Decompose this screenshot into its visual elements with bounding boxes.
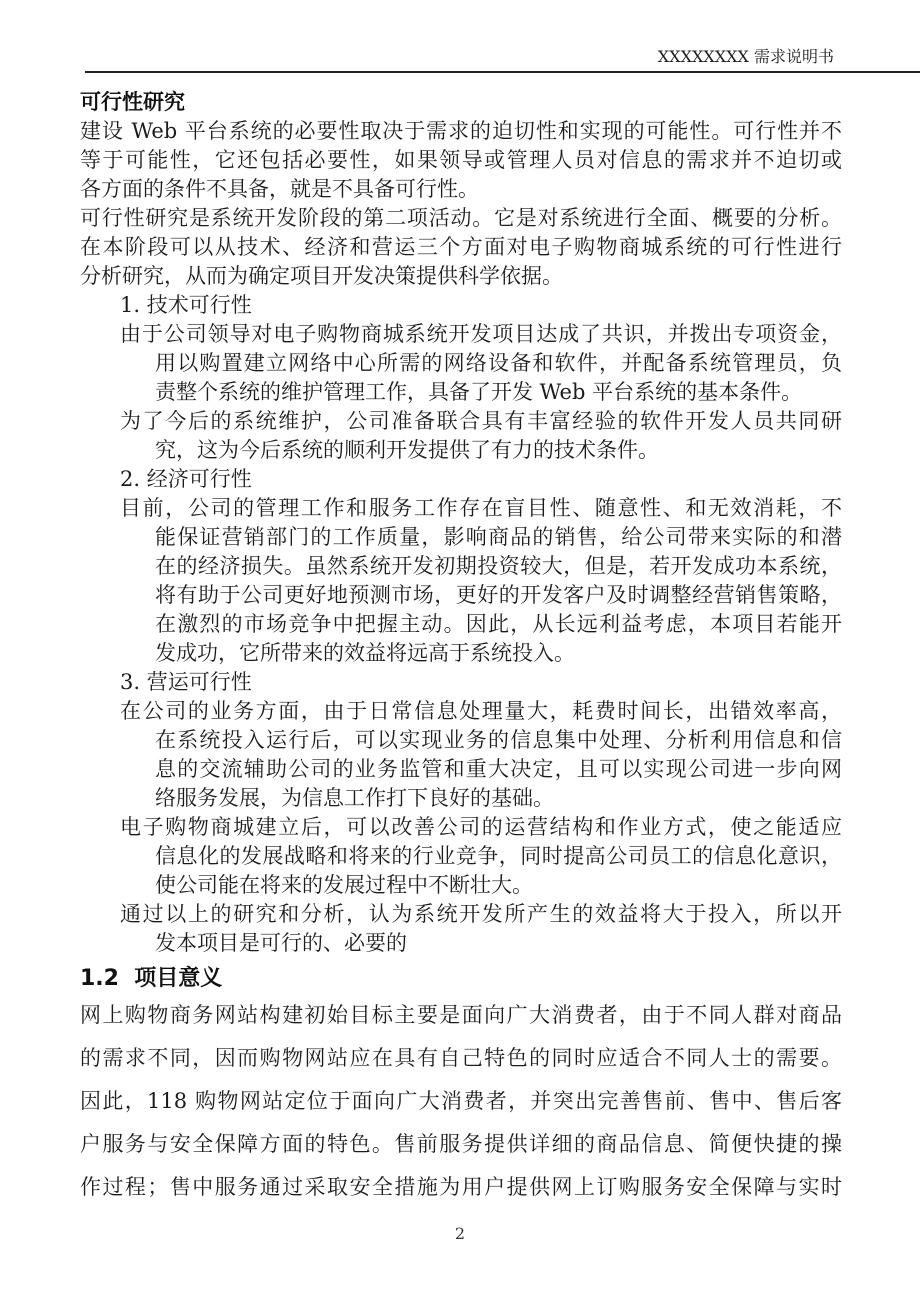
- text-line: 分析研究，从而为确定项目开发决策提供科学依据。: [80, 264, 563, 288]
- section-project-significance: [80, 964, 842, 1209]
- page-header: [85, 44, 920, 73]
- text-line: 能保证营销部门的工作质量，影响商品的销售，给公司带来实际的和潜: [155, 525, 842, 549]
- text-line: 在系统投入运行后，可以实现业务的信息集中处理、分析利用信息和信: [155, 728, 842, 752]
- text-line: 作过程；售中服务通过采取安全措施为用户提供网上订购服务安全保障与实时: [80, 1175, 842, 1199]
- text-line: 2. 经济可行性: [120, 467, 252, 491]
- text-line: 目前，公司的管理工作和服务工作存在盲目性、随意性、和无效消耗，不: [120, 496, 842, 520]
- section-feasibility-text: [80, 117, 842, 958]
- page-footer: [0, 1224, 920, 1243]
- text-line: 电子购物商城建立后，可以改善公司的运营结构和作业方式，使之能适应: [120, 815, 842, 839]
- page-body: [80, 88, 842, 1209]
- text-line: 在的经济损失。虽然系统开发初期投资较大，但是，若开发成功本系统，: [155, 554, 842, 578]
- text-line: 将有助于公司更好地预测市场，更好的开发客户及时调整经营销售策略，: [155, 583, 842, 607]
- text-line: 因此，118 购物网站定位于面向广大消费者，并突出完善售前、售中、售后客: [80, 1089, 842, 1113]
- text-line: 由于公司领导对电子购物商城系统开发项目达成了共识，并拨出专项资金，: [120, 322, 842, 346]
- text-line: 在本阶段可以从技术、经济和营运三个方面对电子购物商城系统的可行性进行: [80, 235, 842, 259]
- text-line: 的需求不同，因而购物网站应在具有自己特色的同时应适合不同人士的需要。: [80, 1046, 842, 1070]
- text-line: 用以购置建立网络中心所需的网络设备和软件，并配备系统管理员，负: [155, 351, 842, 375]
- text-line: 可行性研究是系统开发阶段的第二项活动。它是对系统进行全面、概要的分析。: [80, 206, 842, 230]
- text-line: 信息化的发展战略和将来的行业竞争，同时提高公司员工的信息化意识，: [155, 844, 842, 868]
- text-line: 等于可能性，它还包括必要性，如果领导或管理人员对信息的需求并不迫切或: [80, 148, 842, 172]
- text-line: 息的交流辅助公司的业务监管和重大决定，且可以实现公司进一步向网: [155, 757, 842, 781]
- text-line: 究，这为今后系统的顺利开发提供了有力的技术条件。: [155, 438, 659, 462]
- page-number: 2: [454, 1224, 466, 1243]
- text-line: 户服务与安全保障方面的特色。售前服务提供详细的商品信息、简便快捷的操: [80, 1132, 842, 1156]
- text-line: 网上购物商务网站构建初始目标主要是面向广大消费者，由于不同人群对商品: [80, 1003, 842, 1027]
- text-line: 1. 技术可行性: [120, 293, 252, 317]
- text-line: 在激烈的市场竞争中把握主动。因此，从长远利益考虑，本项目若能开: [155, 612, 842, 636]
- text-line: 建设 Web 平台系统的必要性取决于需求的迫切性和实现的可能性。可行性并不: [80, 119, 842, 143]
- section-project-significance-text: [80, 994, 842, 1209]
- text-line: 为了今后的系统维护，公司准备联合具有丰富经验的软件开发人员共同研: [120, 409, 842, 433]
- text-line: 发成功，它所带来的效益将远高于系统投入。: [155, 641, 575, 665]
- section-heading-project-significance: 1.2 项目意义: [80, 966, 223, 991]
- header-title: XXXXXXXX 需求说明书: [657, 47, 834, 66]
- section-heading-feasibility: 可行性研究: [80, 90, 185, 114]
- section-feasibility: [80, 88, 842, 958]
- text-line: 责整个系统的维护管理工作，具备了开发 Web 平台系统的基本条件。: [155, 380, 803, 404]
- text-line: 络服务发展，为信息工作打下良好的基础。: [155, 786, 554, 810]
- text-line: 发本项目是可行的、必要的: [155, 931, 407, 955]
- text-line: 通过以上的研究和分析，认为系统开发所产生的效益将大于投入，所以开: [120, 902, 842, 926]
- text-line: 3. 营运可行性: [120, 670, 252, 694]
- text-line: 各方面的条件不具备，就是不具备可行性。: [80, 177, 479, 201]
- text-line: 使公司能在将来的发展过程中不断壮大。: [155, 873, 533, 897]
- text-line: 在公司的业务方面，由于日常信息处理量大，耗费时间长，出错效率高，: [120, 699, 842, 723]
